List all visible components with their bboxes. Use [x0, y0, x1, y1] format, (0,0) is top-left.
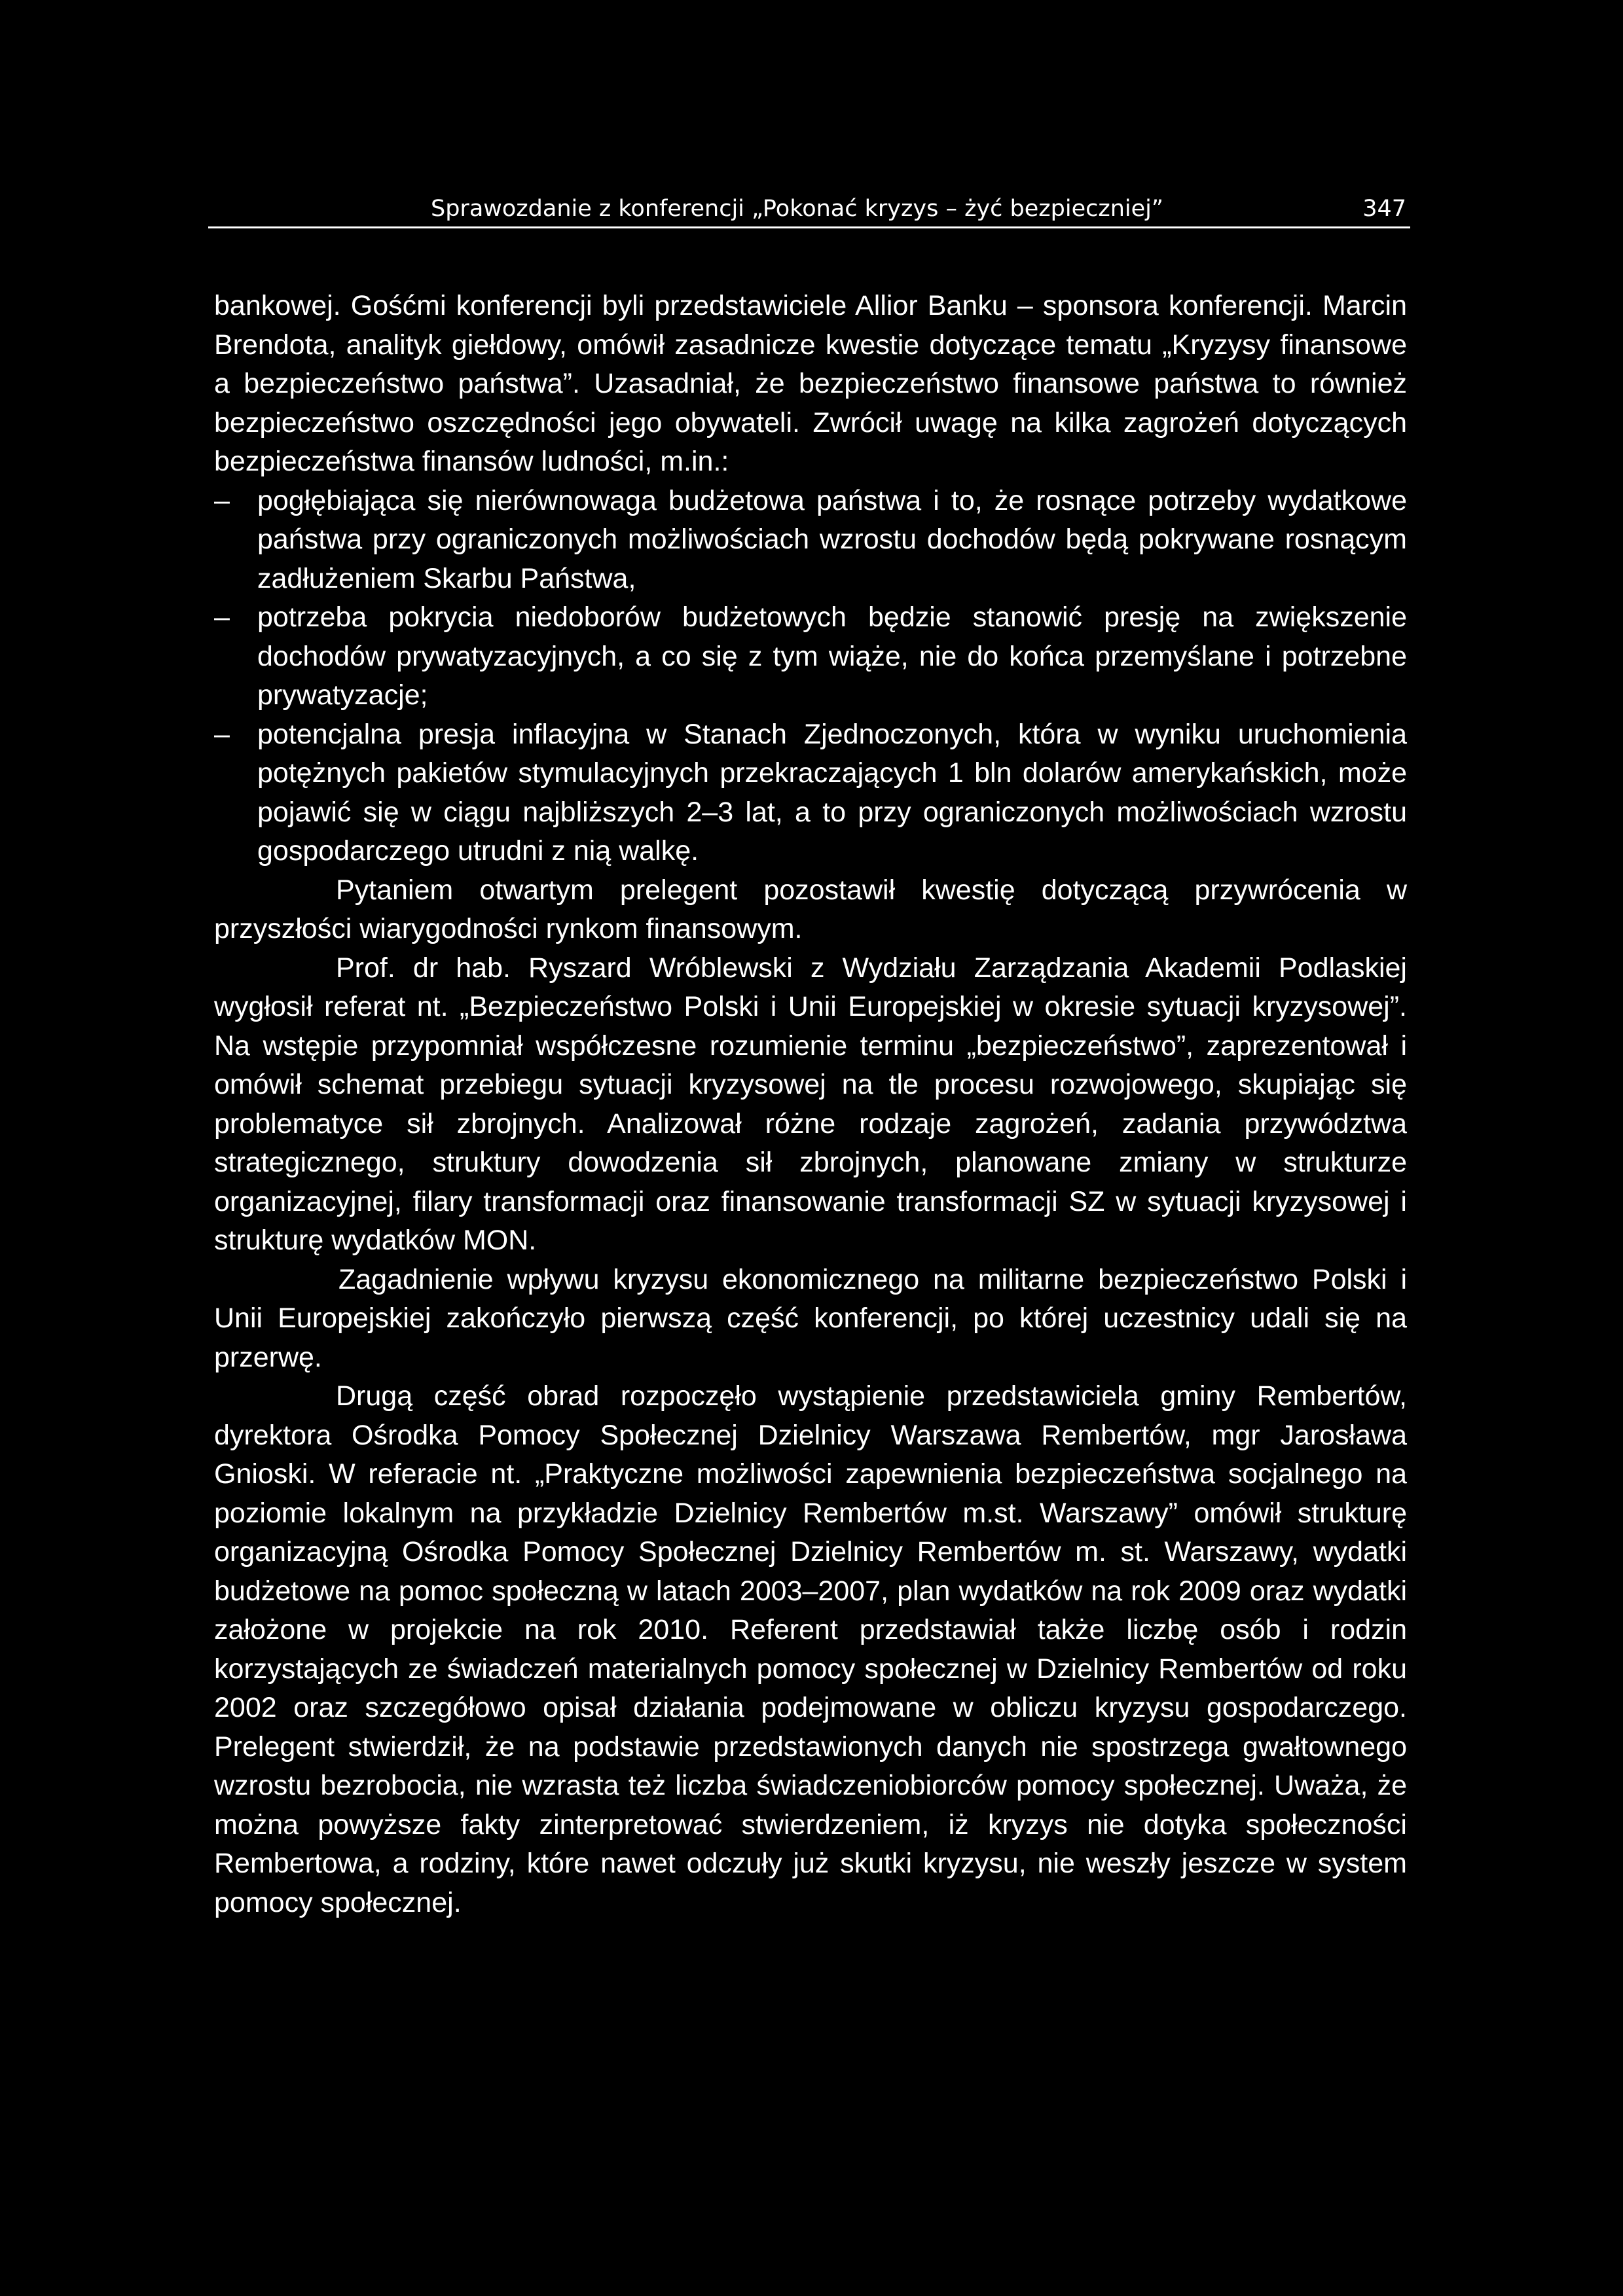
page-number: 347	[1362, 196, 1406, 222]
paragraph: Drugą część obrad rozpoczęło wystąpienie przedstawiciela gminy Rembertów, dyrektora Ośrodka Pomocy Społecznej Dzielnicy Warszawa Rembertów, mgr Jarosława Gnioski. W referacie nt. „Praktyczne możliwości zapewnienia bezpieczeństwa socjalnego na poziomie lokalnym na przykładzie Dzielnicy Rembertów m.st. Warszawy” omówił strukturę organizacyjną Ośrodka Pomocy Społecznej Dzielnicy Rembertów m. st. Warszawy, wydatki budżetowe na pomoc społeczną w latach 2003–2007, plan wydatków na rok 2009 oraz wydatki założone w projekcie na rok 2010. Referent przedstawiał także liczbę osób i rodzin korzystających ze świadczeń materialnych pomocy społecznej w Dzielnicy Rembertów od roku 2002 oraz szczegółowo opisał działania podejmowane w obliczu kryzysu gospodarczego. Prelegent stwierdził, że na podstawie przedstawionych danych nie spostrzega gwałtownego wzrostu bezrobocia, nie wzrasta też liczba świadczeniobiorców pomocy społecznej. Uważa, że można powyższe fakty zinterpretować stwierdzeniem, iż kryzys nie dotyka społeczności Rembertowa, a rodziny, które nawet odczuły już skutki kryzysu, nie weszły jeszcze w system pomocy społecznej.	[214, 1380, 1407, 1918]
paragraph-intro: bankowej. Gośćmi konferencji byli przedstawiciele Allior Banku – sponsora konferencji. Marcin Brendota, analityk giełdowy, omówił zasadnicze kwestie dotyczące tematu „Kryzysy finansowe a bezpieczeństwo państwa”. Uzasadniał, że bezpieczeństwo finansowe państwa to również bezpieczeństwo oszczędności jego obywateli. Zwrócił uwagę na kilka zagrożeń dotyczących bezpieczeństwa finansów ludności, m.in.:	[214, 290, 1407, 477]
running-header	[208, 191, 1410, 228]
list-item-text: potencjalna presja inflacyjna w Stanach Zjednoczonych, która w wyniku uruchomienia potężnych pakietów stymulacyjnych przekraczających 1 bln dolarów amerykańskich, może pojawić się w ciągu najbliższych 2–3 lat, a to przy ograniczonych możliwościach wzrostu gospodarczego utrudni z nią walkę.	[257, 718, 1407, 867]
header-title: Sprawozdanie z konferencji „Pokonać kryzys – żyć bezpieczniej”	[431, 196, 1164, 222]
list-item	[214, 482, 1407, 599]
list-dash: –	[214, 601, 230, 633]
paragraph: Prof. dr hab. Ryszard Wróblewski z Wydziału Zarządzania Akademii Podlaskiej wygłosił referat nt. „Bezpieczeństwo Polski i Unii Europejskiej w okresie sytuacji kryzysowej”. Na wstępie przypomniał współczesne rozumienie terminu „bezpieczeństwo”, zaprezentował i omówił schemat przebiegu sytuacji kryzysowej na tle procesu rozwojowego, skupiając się problematyce sił zbrojnych. Analizował różne rodzaje zagrożeń, zadania przywództwa strategicznego, struktury dowodzenia sił zbrojnych, planowane zmiany w strukturze organizacyjnej, filary transformacji oraz finansowanie transformacji SZ w sytuacji kryzysowej i strukturę wydatków MON.	[214, 952, 1407, 1256]
list-item	[214, 598, 1407, 715]
list-item-text: potrzeba pokrycia niedoborów budżetowych będzie stanowić presję na zwiększenie dochodów prywatyzacyjnych, a co się z tym wiąże, nie do końca przemyślane i potrzebne prywatyzacje;	[257, 601, 1407, 711]
list-dash: –	[214, 718, 230, 750]
paragraph: Pytaniem otwartym prelegent pozostawił kwestię dotyczącą przywrócenia w przyszłości wiarygodności rynkom finansowym.	[214, 874, 1407, 944]
list-dash: –	[214, 484, 230, 516]
list-item-text: pogłębiająca się nierównowaga budżetowa państwa i to, że rosnące potrzeby wydatkowe państwa przy ograniczonych możliwościach wzrostu dochodów będą pokrywane rosnącym zadłużeniem Skarbu Państwa,	[257, 484, 1407, 594]
list-item	[214, 715, 1407, 871]
article-body	[214, 287, 1407, 1922]
paragraph: Zagadnienie wpływu kryzysu ekonomicznego na militarne bezpieczeństwo Polski i Unii Europejskiej zakończyło pierwszą część konferencji, po której uczestnicy udali się na przerwę.	[214, 1263, 1407, 1373]
